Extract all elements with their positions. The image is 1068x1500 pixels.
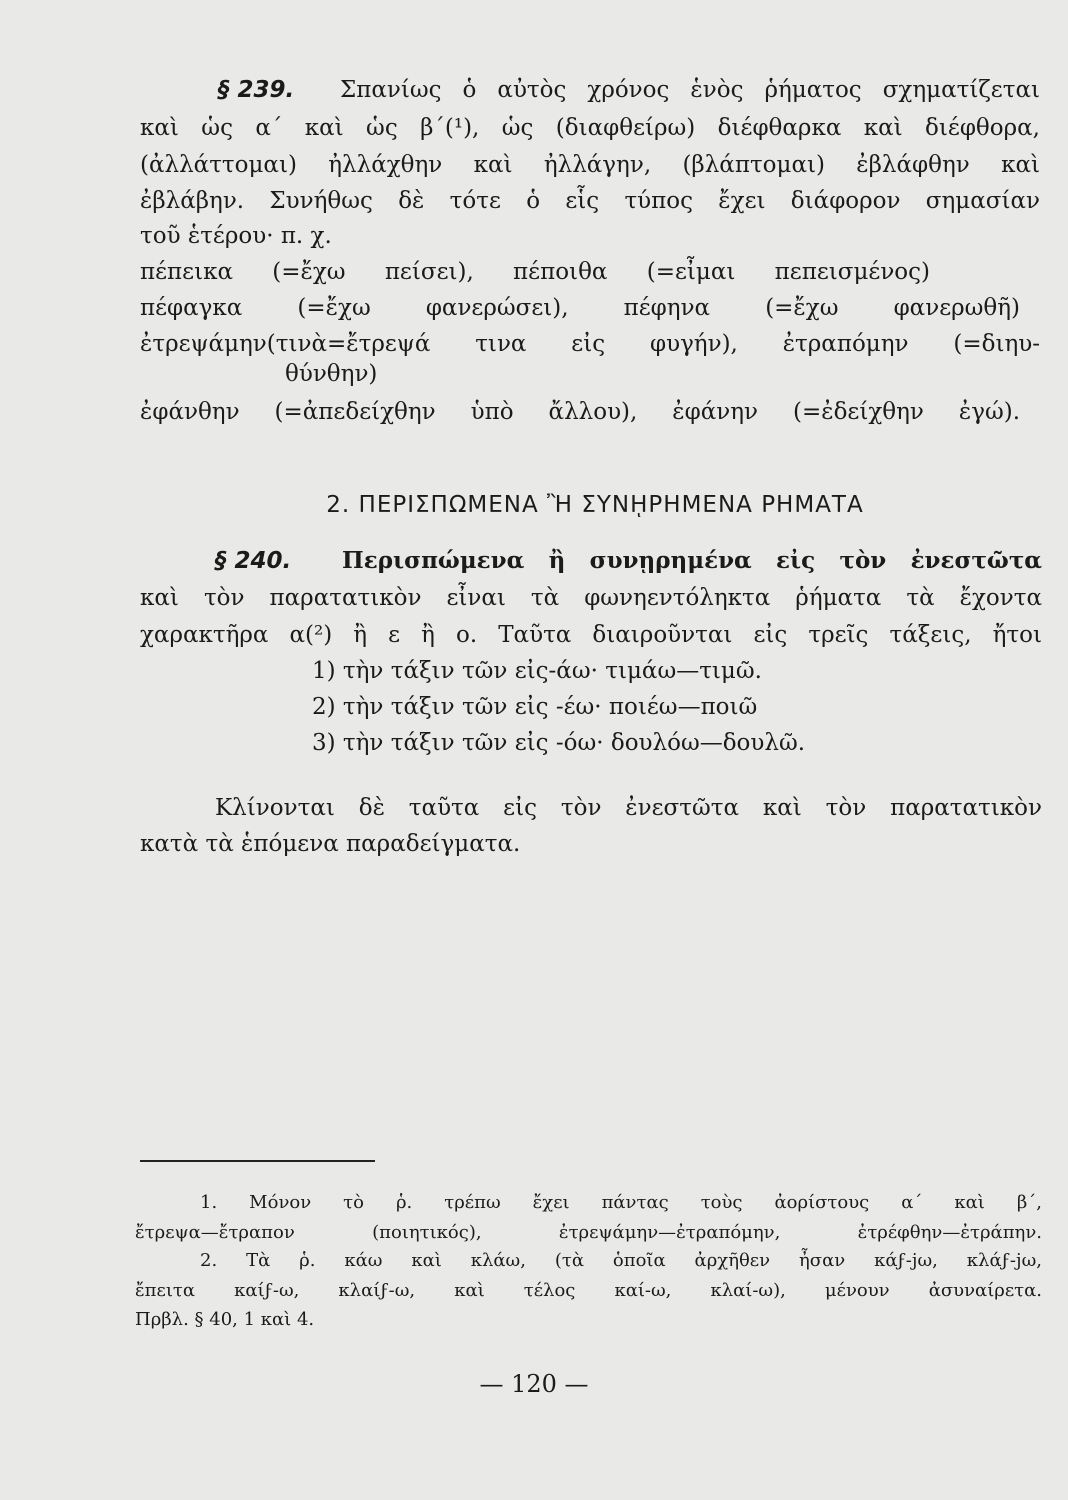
footnote-1-line-1: 1. Μόνον τὸ ῥ. τρέπω ἔχει πάντας τοὺς ἀορίστους α΄ καὶ β΄, <box>200 1192 1042 1213</box>
para-240-line-2: καὶ τὸν παρατατικὸν εἶναι τὰ φωνηεντόληκτα ῥήματα τὰ ἔχοντα <box>140 585 1042 611</box>
example-line-3-continued: θύνθην) <box>285 361 378 387</box>
footnote-2-line-3: Πρβλ. § 40, 1 καὶ 4. <box>135 1309 315 1330</box>
class-item-1: 1) τὴν τάξιν τῶν εἰς-άω· τιμάω—τιμῶ. <box>312 658 762 684</box>
example-line-3: ἐτρεψάμην(τινὰ=ἔτρεψά τινα εἰς φυγήν), ἐτραπόμην (=διηυ- <box>140 331 1040 357</box>
para-240-line-3: χαρακτῆρα α(²) ἢ ε ἢ ο. Ταῦτα διαιροῦνται εἰς τρεῖς τάξεις, ἤτοι <box>140 622 1042 648</box>
footnote-separator <box>140 1160 375 1162</box>
para-239-line-2: καὶ ὡς α΄ καὶ ὡς β΄(¹), ὡς (διαφθείρω) διέφθαρκα καὶ διέφθορα, <box>140 115 1040 141</box>
closing-line-2: κατὰ τὰ ἑπόμενα παραδείγματα. <box>140 831 521 857</box>
footnote-1-line-2: ἔτρεψα—ἔτραπον (ποιητικός), ἐτρεψάμην—ἐτραπόμην, ἐτρέφθην—ἐτράπην. <box>135 1222 1042 1243</box>
footnote-2-line-2: ἔπειτα καίϝ-ω, κλαίϝ-ω, καὶ τέλος καί-ω, κλαί-ω), μένουν ἀσυναίρετα. <box>135 1280 1042 1301</box>
class-item-2: 2) τὴν τάξιν τῶν εἰς -έω· ποιέω—ποιῶ <box>312 694 758 720</box>
class-item-3: 3) τὴν τάξιν τῶν εἰς -όω· δουλόω—δουλῶ. <box>312 730 806 756</box>
example-line-1: πέπεικα (=ἔχω πείσει), πέποιθα (=εἶμαι πεπεισμένος) <box>140 259 930 285</box>
para-239-line-4: ἐβλάβην. Συνήθως δὲ τότε ὁ εἷς τύπος ἔχει διάφορον σημασίαν <box>140 188 1040 214</box>
closing-line-1: Κλίνονται δὲ ταῦτα εἰς τὸν ἐνεστῶτα καὶ τὸν παρατατικὸν <box>215 795 1042 821</box>
section-240-number: § 240. <box>215 548 292 574</box>
para-239-line-3: (ἀλλάττομαι) ἠλλάχθην καὶ ἠλλάγην, (βλάπτομαι) ἐβλάφθην καὶ <box>140 152 1040 178</box>
example-line-4: ἐφάνθην (=ἀπεδείχθην ὑπὸ ἄλλου), ἐφάνην (=ἐδείχθην ἐγώ). <box>140 399 1020 425</box>
footnote-2-line-1: 2. Τὰ ῥ. κάω καὶ κλάω, (τὰ ὁποῖα ἀρχῆθεν ἦσαν κάϝ-jω, κλάϝ-jω, <box>200 1250 1042 1271</box>
example-line-2: πέφαγκα (=ἔχω φανερώσει), πέφηνα (=ἔχω φανερωθῆ) <box>140 295 1020 321</box>
para-239-line-1: Σπανίως ὁ αὐτὸς χρόνος ἑνὸς ῥήματος σχηματίζεται <box>340 77 1040 103</box>
page-number: — 120 — <box>479 1370 589 1398</box>
chapter-heading: 2. ΠΕΡΙΣΠΩΜΕΝΑ Ἢ ΣΥΝῌΡΗΜΕΝΑ ΡΗΜΑΤΑ <box>326 492 864 518</box>
para-240-line-1: Περισπώμενα ἢ συνῃρημένα εἰς τὸν ἐνεστῶτα <box>342 547 1042 574</box>
section-239-number: § 239. <box>218 77 295 103</box>
para-239-line-5: τοῦ ἑτέρου· π. χ. <box>140 223 332 249</box>
